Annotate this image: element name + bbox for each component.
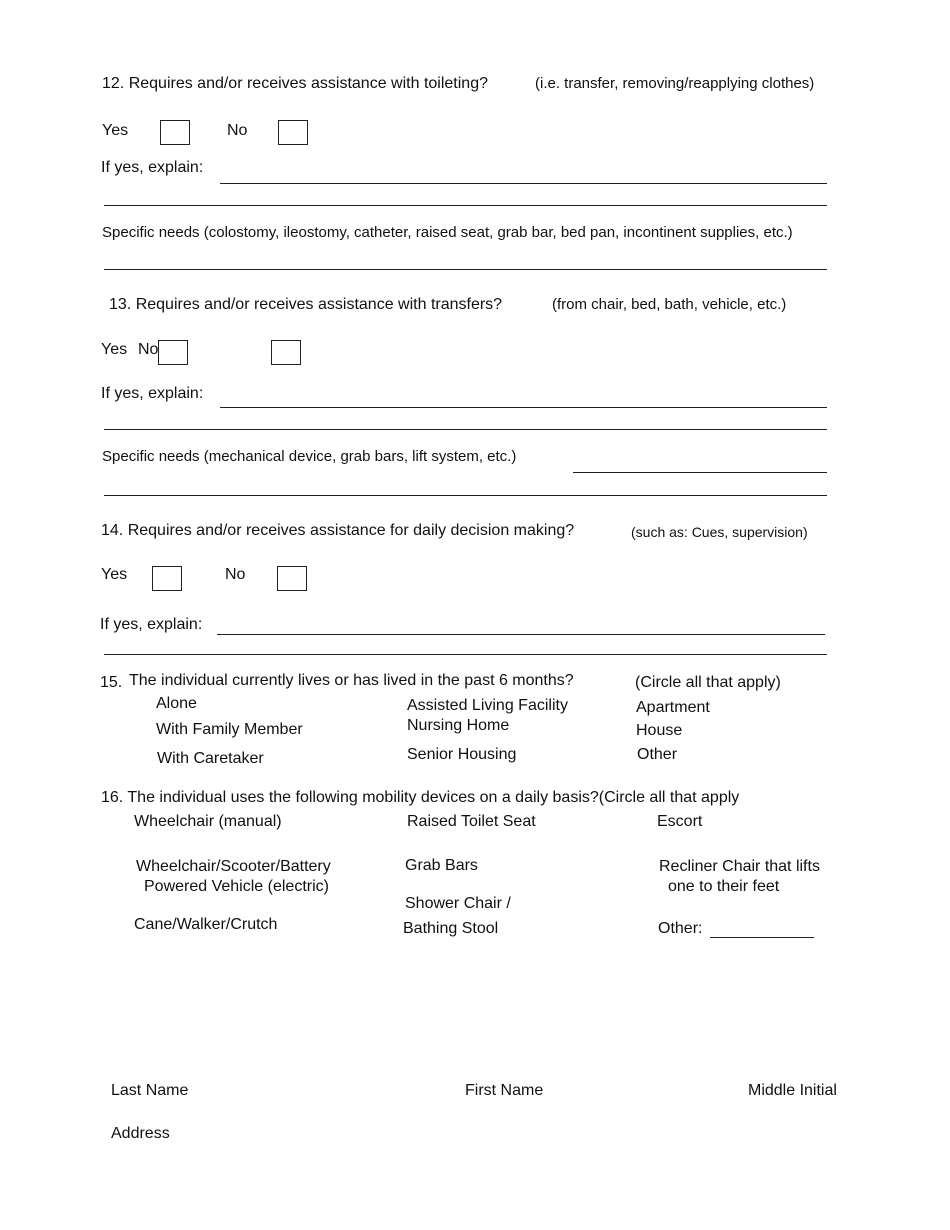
q16-option-recliner-cont[interactable]: one to their feet [668, 878, 780, 895]
q16-option-shower-chair[interactable]: Shower Chair / [405, 895, 511, 912]
footer-address: Address [111, 1125, 170, 1142]
q15-hint: (Circle all that apply) [635, 674, 781, 691]
q14-explain-label: If yes, explain: [100, 616, 203, 633]
q16-option-wheelchair-scooter[interactable]: Wheelchair/Scooter/Battery [136, 858, 331, 875]
q16-option-other[interactable]: Other: [658, 920, 703, 937]
q16-question: 16. The individual uses the following mobility devices on a daily basis?(Circle all that apply [101, 789, 740, 806]
q13-no-checkbox[interactable] [271, 340, 301, 365]
q15-option-caretaker[interactable]: With Caretaker [157, 750, 264, 767]
q14-no-checkbox[interactable] [277, 566, 307, 591]
q13-question: 13. Requires and/or receives assistance with transfers? [109, 296, 503, 313]
q16-option-grab-bars[interactable]: Grab Bars [405, 857, 478, 874]
q16-other-line[interactable] [710, 937, 814, 938]
q12-explain-line-2[interactable] [104, 205, 827, 206]
q13-explain-label: If yes, explain: [101, 385, 204, 402]
q14-question: 14. Requires and/or receives assistance for daily decision making? [101, 522, 575, 539]
q13-specific-line-1[interactable] [573, 472, 827, 473]
q13-explain-line-2[interactable] [104, 429, 827, 430]
q14-explain-line-1[interactable] [217, 634, 825, 635]
q14-no-label: No [225, 566, 246, 583]
q13-yes-label: Yes [101, 341, 128, 358]
q14-explain-line-2[interactable] [104, 654, 827, 655]
q16-option-cane[interactable]: Cane/Walker/Crutch [134, 916, 278, 933]
q12-explain-label: If yes, explain: [101, 159, 204, 176]
q16-option-wheelchair-scooter-cont[interactable]: Powered Vehicle (electric) [144, 878, 329, 895]
footer-middle-initial: Middle Initial [748, 1082, 837, 1099]
q15-option-assisted-living[interactable]: Assisted Living Facility [407, 697, 568, 714]
q13-hint: (from chair, bed, bath, vehicle, etc.) [552, 296, 787, 313]
q15-option-senior-housing[interactable]: Senior Housing [407, 746, 517, 763]
q16-option-recliner[interactable]: Recliner Chair that lifts [659, 858, 820, 875]
q15-option-alone[interactable]: Alone [156, 695, 197, 712]
q15-option-apartment[interactable]: Apartment [636, 699, 710, 716]
footer-first-name: First Name [465, 1082, 544, 1099]
q15-number: 15. [100, 674, 123, 691]
q14-yes-label: Yes [101, 566, 128, 583]
q15-option-nursing-home[interactable]: Nursing Home [407, 717, 510, 734]
q14-hint: (such as: Cues, supervision) [631, 524, 808, 540]
q12-no-checkbox[interactable] [278, 120, 308, 145]
q16-option-wheelchair-manual[interactable]: Wheelchair (manual) [134, 813, 282, 830]
q12-hint: (i.e. transfer, removing/reapplying clothes) [535, 75, 815, 92]
footer-last-name: Last Name [111, 1082, 189, 1099]
q13-specific-label: Specific needs (mechanical device, grab bars, lift system, etc.) [102, 448, 517, 465]
q12-no-label: No [227, 122, 248, 139]
q14-yes-checkbox[interactable] [152, 566, 182, 591]
q12-explain-line-1[interactable] [220, 183, 827, 184]
q15-option-other[interactable]: Other [637, 746, 678, 763]
q15-question: The individual currently lives or has lived in the past 6 months? [129, 672, 574, 689]
q12-yes-checkbox[interactable] [160, 120, 190, 145]
q12-specific-label: Specific needs (colostomy, ileostomy, catheter, raised seat, grab bar, bed pan, incontinent supplies, etc.) [102, 224, 793, 241]
q12-yes-label: Yes [102, 122, 129, 139]
q13-explain-line-1[interactable] [220, 407, 827, 408]
q15-option-house[interactable]: House [636, 722, 683, 739]
q12-question: 12. Requires and/or receives assistance with toileting? [102, 75, 488, 92]
q16-option-raised-toilet[interactable]: Raised Toilet Seat [407, 813, 536, 830]
q16-option-shower-chair-cont[interactable]: Bathing Stool [403, 920, 499, 937]
q16-option-escort[interactable]: Escort [657, 813, 703, 830]
q13-specific-line-2[interactable] [104, 495, 827, 496]
q15-option-family[interactable]: With Family Member [156, 721, 303, 738]
q13-no-label: No [138, 341, 159, 358]
q13-yes-checkbox[interactable] [158, 340, 188, 365]
q12-specific-line[interactable] [104, 269, 827, 270]
